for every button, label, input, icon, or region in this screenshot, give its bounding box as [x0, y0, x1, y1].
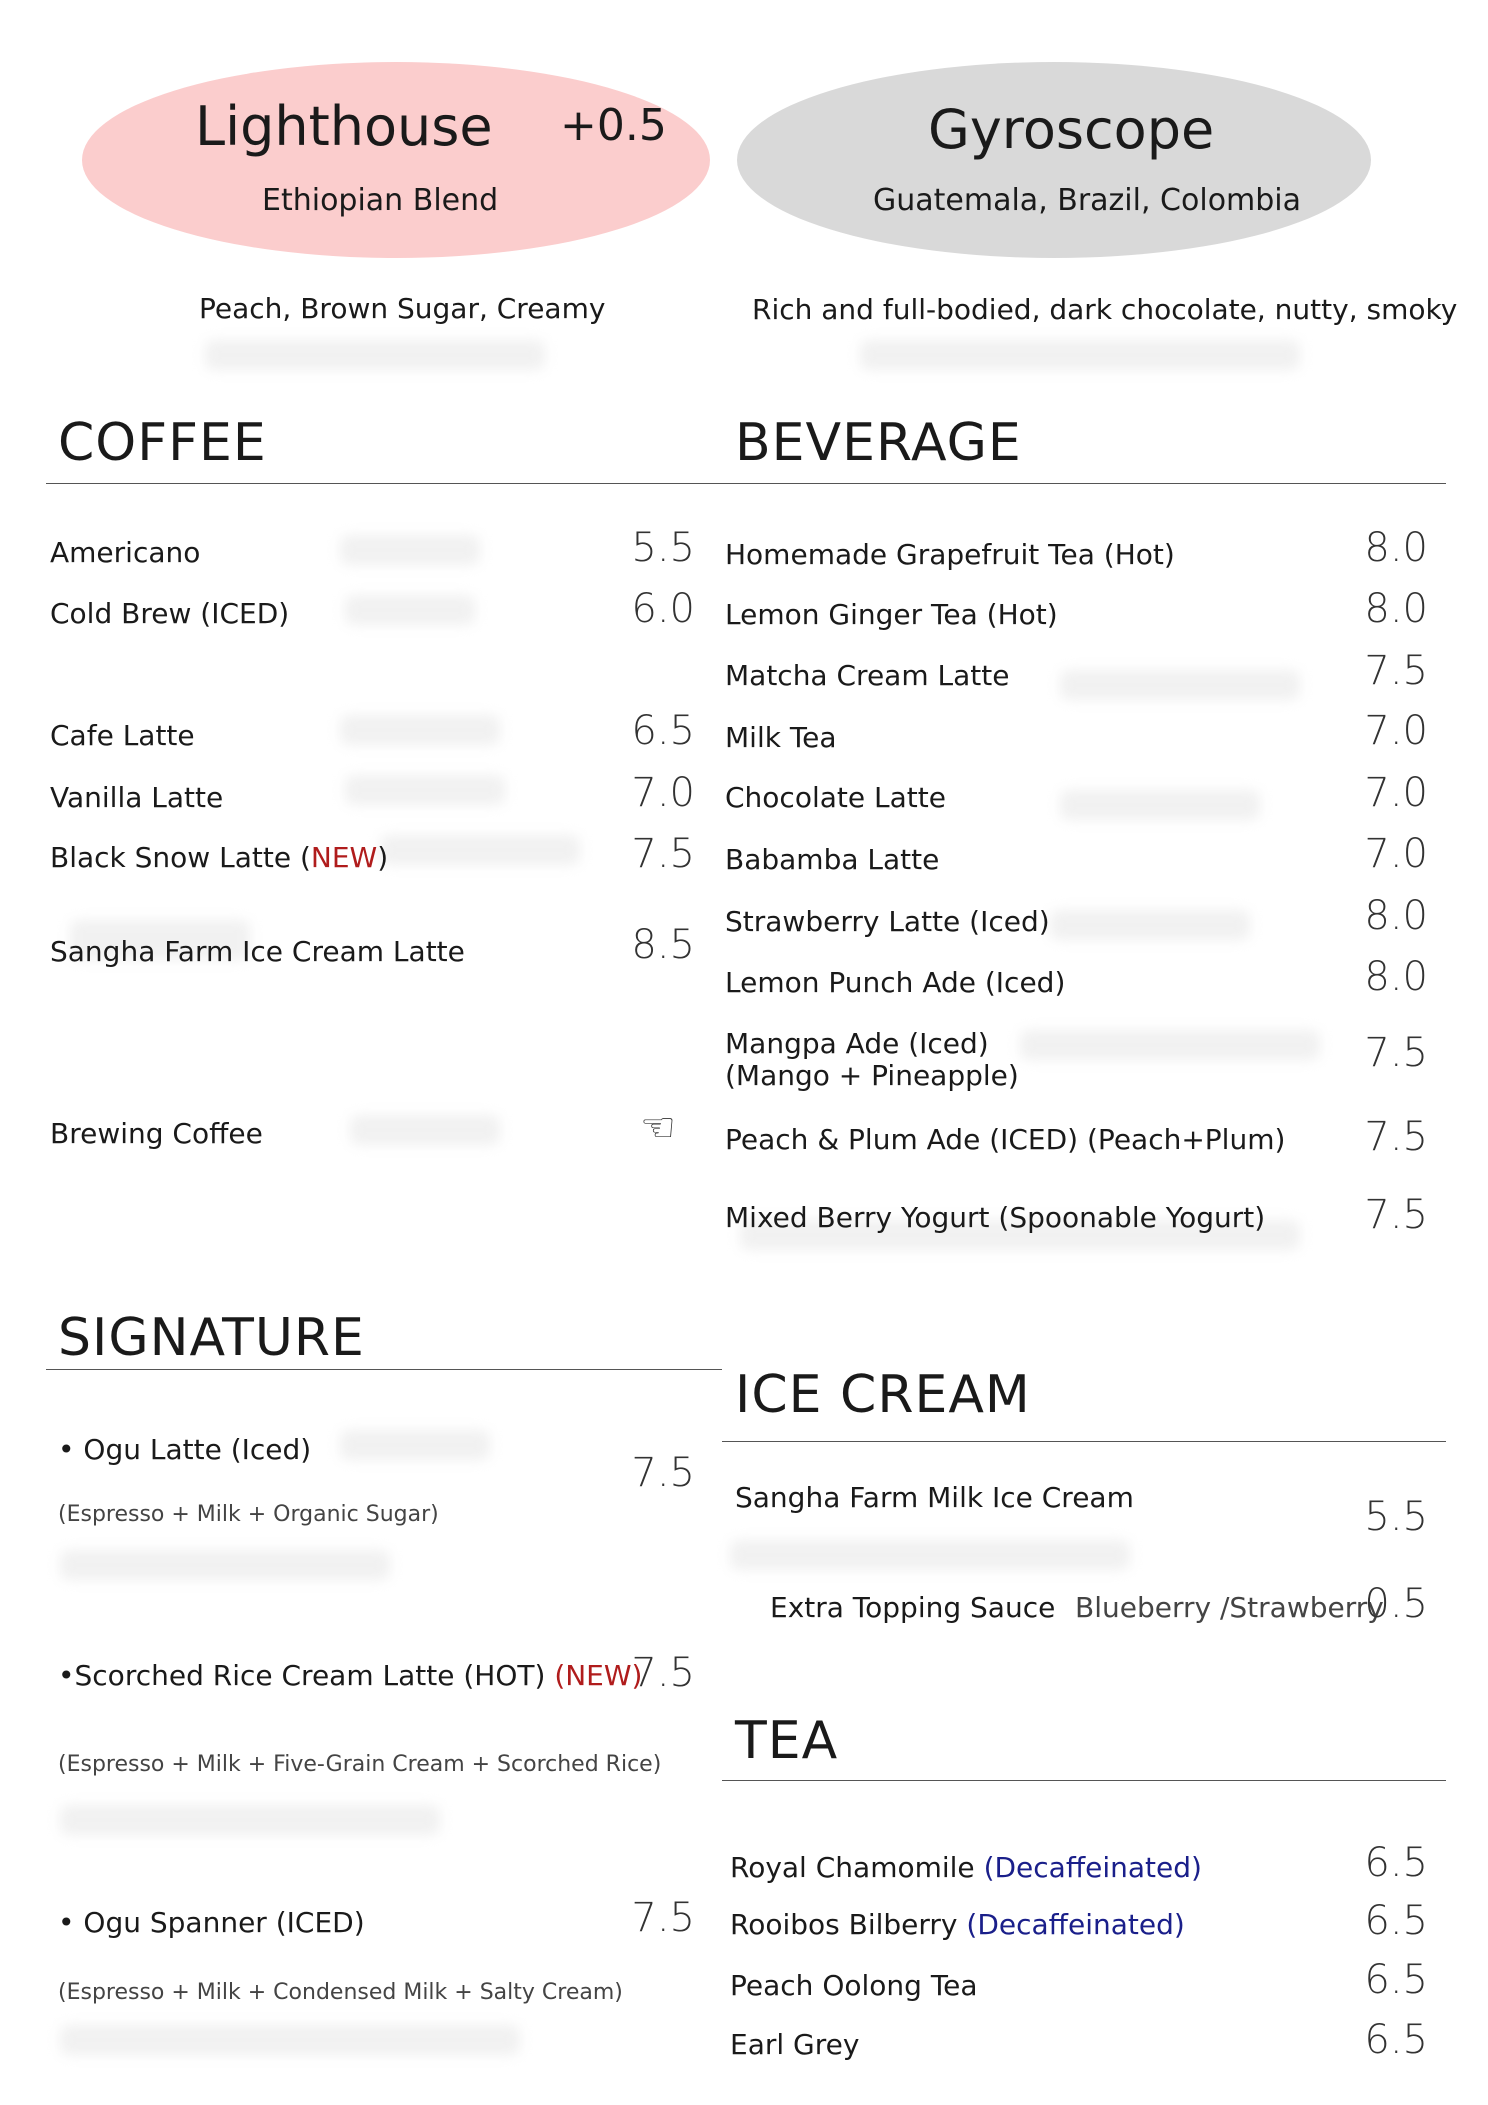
tea-item-price: 6.5	[1364, 2017, 1428, 2063]
beverage-item-name: Milk Tea	[725, 721, 837, 754]
ice-cream-item-name: Sangha Farm Milk Ice Cream	[735, 1481, 1134, 1514]
faint-text-trace	[1050, 910, 1250, 940]
signature-item-name	[58, 1659, 642, 1692]
beverage-item-price: 8.0	[1364, 525, 1428, 571]
item-label: Royal Chamomile	[730, 1851, 984, 1884]
new-badge: NEW	[310, 841, 378, 874]
faint-text-trace	[340, 535, 480, 565]
beverage-item-price: 7.0	[1364, 831, 1428, 877]
pointing-hand-icon: ☜	[640, 1105, 676, 1151]
tea-divider	[722, 1780, 1446, 1781]
beverage-item-name: Peach & Plum Ade (ICED) (Peach+Plum)	[725, 1123, 1286, 1156]
faint-text-trace	[345, 775, 505, 805]
beverage-item-price: 8.0	[1364, 954, 1428, 1000]
faint-text-trace	[1020, 1030, 1320, 1060]
signature-item-name: • Ogu Spanner (ICED)	[58, 1906, 365, 1939]
signature-item-desc: (Espresso + Milk + Condensed Milk + Salty Cream)	[58, 1980, 623, 2005]
coffee-item-price: 5.5	[631, 525, 695, 571]
lighthouse-name: Lighthouse	[195, 95, 493, 158]
beverage-item-price: 8.0	[1364, 893, 1428, 939]
faint-text-trace	[60, 1550, 390, 1580]
beverage-item-name: Lemon Punch Ade (Iced)	[725, 966, 1066, 999]
beverage-item-name: Mixed Berry Yogurt (Spoonable Yogurt)	[725, 1201, 1266, 1234]
coffee-item-name: Brewing Coffee	[50, 1117, 263, 1150]
item-label: Rooibos Bilberry	[730, 1908, 967, 1941]
item-label-tail: )	[377, 841, 389, 874]
beverage-item-subname: (Mango + Pineapple)	[725, 1059, 1019, 1092]
topping-name: Extra Topping Sauce	[770, 1591, 1056, 1624]
beverage-item-name: Matcha Cream Latte	[725, 659, 1010, 692]
ice-cream-item-price: 5.5	[1364, 1494, 1428, 1540]
beverage-item-name: Babamba Latte	[725, 843, 940, 876]
coffee-item-price: 7.0	[631, 770, 695, 816]
beverage-item-price: 7.5	[1364, 648, 1428, 694]
faint-text-trace	[380, 835, 580, 865]
signature-divider	[46, 1369, 722, 1370]
faint-text-trace	[60, 1805, 440, 1835]
coffee-item-price: 6.0	[631, 586, 695, 632]
faint-text-trace	[1060, 790, 1260, 820]
gyroscope-notes: Rich and full-bodied, dark chocolate, nutty, smoky	[752, 293, 1458, 326]
coffee-item-price: 7.5	[631, 831, 695, 877]
coffee-item-name: Cafe Latte	[50, 719, 195, 752]
lighthouse-origin: Ethiopian Blend	[262, 183, 499, 218]
beverage-item-name: Chocolate Latte	[725, 781, 946, 814]
faint-text-trace	[1060, 670, 1300, 700]
beverage-item-price: 8.0	[1364, 586, 1428, 632]
coffee-item-name: Americano	[50, 536, 201, 569]
lighthouse-extra-price: +0.5	[560, 100, 667, 151]
beverage-item-name: Strawberry Latte (Iced)	[725, 905, 1050, 938]
signature-item-desc: (Espresso + Milk + Five-Grain Cream + Scorched Rice)	[58, 1752, 662, 1777]
topping-price: 0.5	[1364, 1581, 1428, 1627]
coffee-heading: COFFEE	[58, 413, 267, 473]
coffee-item-name: Vanilla Latte	[50, 781, 224, 814]
beverage-item-price: 7.5	[1364, 1114, 1428, 1160]
lighthouse-notes: Peach, Brown Sugar, Creamy	[199, 292, 606, 325]
coffee-item-name: Cold Brew (ICED)	[50, 597, 290, 630]
tea-item-price: 6.5	[1364, 1898, 1428, 1944]
faint-text-trace	[350, 1115, 500, 1145]
beverage-item-name: Homemade Grapefruit Tea (Hot)	[725, 538, 1175, 571]
coffee-item-name	[50, 841, 388, 874]
faint-text-trace	[340, 1430, 490, 1460]
beverage-item-price: 7.5	[1364, 1192, 1428, 1238]
signature-heading: SIGNATURE	[58, 1308, 365, 1368]
tea-item-name: Peach Oolong Tea	[730, 1969, 978, 2002]
item-label: •Scorched Rice Cream Latte (HOT)	[58, 1659, 555, 1692]
item-label: Black Snow Latte (	[50, 841, 311, 874]
faint-text-trace	[860, 340, 1300, 370]
gyroscope-origin: Guatemala, Brazil, Colombia	[873, 183, 1302, 218]
coffee-item-name: Sangha Farm Ice Cream Latte	[50, 935, 465, 968]
faint-text-trace	[730, 1540, 1130, 1570]
faint-text-trace	[340, 715, 500, 745]
decaf-label: (Decaffeinated)	[983, 1851, 1202, 1884]
ice-cream-heading: ICE CREAM	[735, 1365, 1031, 1425]
decaf-label: (Decaffeinated)	[966, 1908, 1185, 1941]
faint-text-trace	[205, 340, 545, 370]
tea-item-price: 6.5	[1364, 1957, 1428, 2003]
beverage-heading: BEVERAGE	[735, 413, 1022, 473]
beverage-item-price: 7.0	[1364, 770, 1428, 816]
faint-text-trace	[60, 2025, 520, 2055]
beverage-item-name: Lemon Ginger Tea (Hot)	[725, 598, 1058, 631]
beverage-item-price: 7.5	[1364, 1030, 1428, 1076]
gyroscope-name: Gyroscope	[928, 98, 1215, 161]
beverage-item-name: Mangpa Ade (Iced)	[725, 1027, 989, 1060]
beverage-item-price: 7.0	[1364, 708, 1428, 754]
signature-item-name: • Ogu Latte (Iced)	[58, 1433, 312, 1466]
tea-item-price: 6.5	[1364, 1840, 1428, 1886]
tea-item-name	[730, 1908, 1185, 1941]
tea-heading: TEA	[735, 1711, 839, 1771]
new-badge: (NEW)	[554, 1659, 643, 1692]
coffee-beverage-divider	[46, 483, 1446, 484]
signature-item-price: 7.5	[631, 1650, 695, 1696]
signature-item-desc: (Espresso + Milk + Organic Sugar)	[58, 1502, 439, 1527]
coffee-item-price: 8.5	[631, 922, 695, 968]
coffee-item-price: 6.5	[631, 708, 695, 754]
tea-item-name	[730, 1851, 1202, 1884]
topping-options: Blueberry /Strawberry	[1075, 1591, 1384, 1624]
signature-item-price: 7.5	[631, 1895, 695, 1941]
tea-item-name: Earl Grey	[730, 2028, 860, 2061]
ice-cream-divider	[722, 1441, 1446, 1442]
faint-text-trace	[345, 595, 475, 625]
signature-item-price: 7.5	[631, 1450, 695, 1496]
lighthouse-bean-oval	[82, 62, 710, 258]
